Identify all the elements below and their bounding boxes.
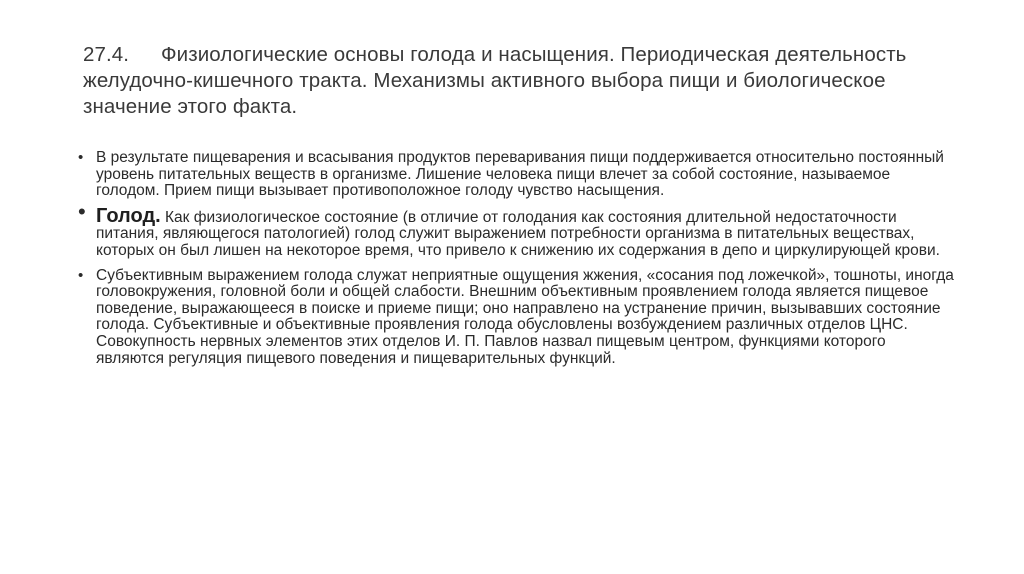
bullet-marker: •: [78, 149, 84, 166]
bullet-item: [76, 150, 956, 200]
title-text: Физиологические основы голода и насыщения. Периодическая деятельность желудочно-кишечного тракта. Механизмы активного выбора пищи и биологическое значение этого факта.: [83, 43, 907, 118]
bullet-list: [76, 150, 956, 375]
title-number: 27.4.: [83, 43, 130, 66]
bullet-text: В результате пищеварения и всасывания продуктов переваривания пищи поддерживается относительно постоянный уровень питательных веществ в организме. Лишение человека пищи влечет за собой состояние, называемое голодом. Прием пищи вызывает противоположное голоду чувство насыщения.: [96, 149, 944, 200]
bullet-text: Субъективным выражением голода служат неприятные ощущения жжения, «сосания под ложечкой», тошноты, иногда головокружения, головной боли и общей слабости. Внешним объективным проявлением голода является пищевое поведение, выражающееся в поиске и приеме пищи; оно направлено на устранение причин, вызывавших состояние голода. Субъективные и объективные проявления голода обусловлены возбуждением различных отделов ЦНС. Совокупность нервных элементов этих отделов И. П. Павлов назвал пищевым центром, функциями которого являются регуляция пищевого поведения и пищеварительных функций.: [96, 266, 954, 367]
bullet-text: Как физиологическое состояние (в отличие от голодания как состояния длительной недостаточности питания, являющегося патологией) голод служит выражением потребности организма в питательных веществах, которых он был лишен на некоторое время, что привело к снижению их содержания в депо и циркулирующей крови.: [96, 208, 940, 259]
bullet-lead-term: Голод.: [96, 204, 161, 227]
slide-title: [83, 42, 943, 120]
bullet-item: [76, 198, 956, 260]
bullet-marker: •: [78, 198, 86, 224]
bullet-item: [76, 268, 956, 368]
bullet-marker: •: [78, 266, 84, 284]
